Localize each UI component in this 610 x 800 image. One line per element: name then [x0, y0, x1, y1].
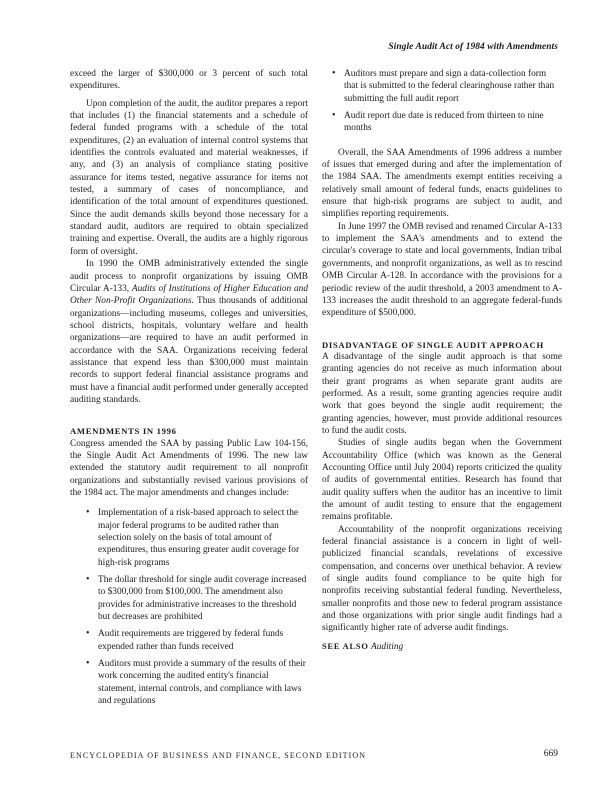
paragraph: Studies of single audits began when the Government Accountability Office (which was known as the General Accounting Office until July 2004) reports criticized the quality of audits of governmental entities. Research has found that audit quality suffers when the auditor has an incentive to limit the amount of audit testing to ensure that the engagement remains profitable. — [322, 438, 562, 523]
left-column — [70, 68, 308, 713]
list-item: • Auditors must prepare and sign a data-collection form that is submitted to the federal clearinghouse rather than submitting the full audit report — [332, 68, 562, 105]
paragraph: A disadvantage of the single audit approach is that some granting agencies do not receive as much information about their grant programs as when separate grant audits are performed. As a result, some granting agencies require audit work that goes beyond the single audit requirement; the granting agencies, however, must provide additional resources to fund the audit costs. — [322, 351, 562, 436]
running-head: Single Audit Act of 1984 with Amendments — [388, 42, 558, 52]
paragraph: exceed the larger of $300,000 or 3 percent of such total expenditures. — [70, 69, 308, 92]
right-column — [322, 68, 562, 653]
see-also — [322, 641, 562, 653]
footer-publication: ENCYCLOPEDIA OF BUSINESS AND FINANCE, SECOND EDITION — [70, 751, 367, 760]
list-item: • Audit requirements are triggered by federal funds expended rather than funds received — [86, 628, 308, 653]
section-heading: DISADVANTAGE OF SINGLE AUDIT APPROACH — [322, 339, 544, 350]
list-item: • Auditors must provide a summary of the results of their work concerning the audited entity's financial statement, internal controls, and compliance with laws and regulations — [86, 658, 308, 707]
paragraph: In June 1997 the OMB revised and renamed Circular A-133 to implement the SAA's amendments and to extend the circular's coverage to state and local governments, Indian tribal governments, and nonprofit organizations, as well as to rescind OMB Circular A-128. In accordance with the provisions for a periodic review of the audit threshold, a 2003 amendment to A-133 increases the audit threshold to an aggregate federal-funds expenditure of $500,000. — [322, 221, 562, 319]
amendments-list-continued — [322, 68, 562, 135]
list-item: • Audit report due date is reduced from thirteen to nine months — [332, 110, 562, 135]
section-heading: AMENDMENTS IN 1996 — [70, 426, 177, 437]
paragraph: Overall, the SAA Amendments of 1996 address a number of issues that emerged during and after the implementation of the 1984 SAA. The amendments exempt entities receiving a relatively small amount of federal funds, enacts guidelines to ensure that high-risk programs are subject to audit, and simplifies reporting requirements. — [322, 147, 562, 220]
page-number: 669 — [543, 749, 558, 759]
see-also-link[interactable]: Auditing — [371, 641, 404, 652]
see-also-label: SEE ALSO — [322, 641, 369, 651]
paragraph: Accountability of the nonprofit organizations receiving federal financial assistance is a concern in light of well-publicized financial scandals, revelations of excessive compensation, and concerns over unethical behavior. A review of single audits found compliance to be quite high for nonprofits receiving substantial federal funding. Nevertheless, smaller nonprofits and those new to federal program assistance and those organizations with prior single audit findings had a significantly higher rate of adverse audit findings. — [322, 524, 562, 634]
text-run: Thus thousands of additional organizations—including museums, colleges and universities, school districts, hospitals, voluntary welfare and health organizations—are required to have an audit performed in accordance with the SAA. Organizations receiving federal assistance that expend less than $300,000 must maintain records to support federal financial assistance programs and must have a financial audit performed under generally accepted auditing standards. — [70, 296, 308, 405]
list-item: • The dollar threshold for single audit coverage increased to $300,000 from $100,000. The amendment also provides for administrative increases to the threshold but decreases are prohibited — [86, 574, 308, 623]
publication-title: Audits of Institutions of Higher Education and Other Non-Profit Organizations. — [70, 283, 308, 307]
list-item: • Implementation of a risk-based approach to select the major federal programs to be audited rather than selection solely on the basis of total amount of expenditures, thus ensuring greater audit coverage for high-risk programs — [86, 507, 308, 569]
text-run: In 1990 the OMB administratively extended the single audit process to nonprofit organizations by issuing OMB Circular A-133, — [70, 259, 308, 294]
paragraph: Congress amended the SAA by passing Public Law 104-156, the Single Audit Act Amendments of 1996. The new law extended the statutory audit requirement to all nonprofit organizations and substantially revised various provisions of the 1984 act. The major amendments and changes include: — [70, 438, 308, 498]
paragraph: Upon completion of the audit, the auditor prepares a report that includes (1) the financial statements and a schedule of federal funded programs with a schedule of the total expenditures, (2) an evaluation of internal control systems that identifies the controls evaluated and material weaknesses, if any, and (3) an analysis of compliance stating positive assurance for items tested, negative assurance for items not tested, a summary of cases of noncompliance, and identification of the total amount of expenditures questioned. Since the audit demands skills beyond those necessary for a standard audit, auditors are required to obtain specialized training and expertise. Overall, the audits are a highly rigorous form of oversight. — [70, 98, 308, 257]
amendments-list — [70, 507, 308, 707]
paragraph — [70, 258, 308, 406]
